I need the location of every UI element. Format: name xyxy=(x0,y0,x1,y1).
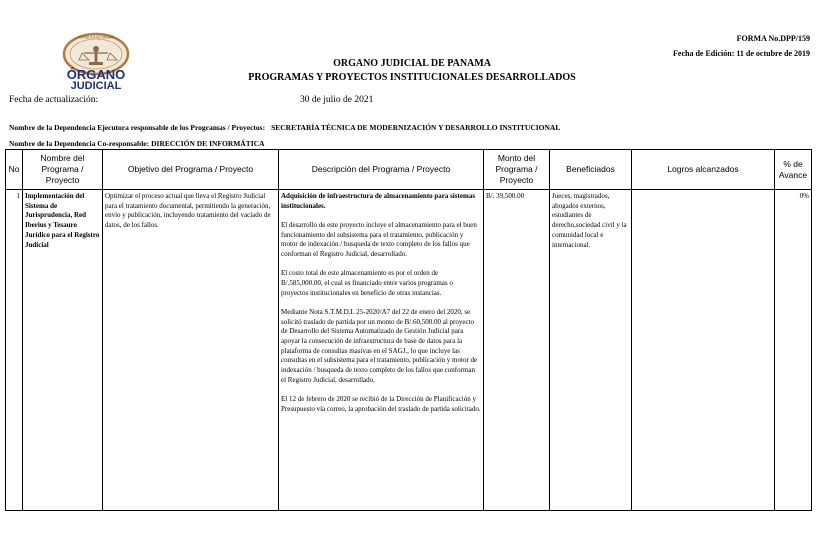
header-descripcion: Descripción del Programa / Proyecto xyxy=(279,150,484,190)
descripcion-paragraph: El desarrollo de este proyecto incluye el almacenamiento para el buen funcionamiento del subsistema para el tratamiento, publicación y motor de indexación / busqueda de texto completo de los fallos que conforman el Registro Judicial, desarrollado. xyxy=(281,220,477,259)
update-date-value: 30 de julio de 2021 xyxy=(300,95,374,105)
form-info xyxy=(673,31,810,61)
cell-beneficiados: Jueces, magistrados, abogados externos, estudiantes de derecho,sociedad civil y la comunidad local e internacional. xyxy=(550,190,632,511)
header-logros: Logros alcanzados xyxy=(632,150,775,190)
descripcion-paragraph: Mediante Nota S.T.M.D.I. 25-2020/A7 del 22 de enero del 2020, se solicitó traslado de partida por un monto de B/.60,500.00 al proyecto de Desarrollo del Sistema Automatizado de Gestión Judicial para apoyar la consecución de infraestructura de base de datos para la plataforma de consultas masivas en el SAGJ., lo que incluye las consultas en el subsistema para el tratamiento, publicación y motor de indexación / busqueda de texto completo de los fallos que conforman el Registro Judicial, desarrollado. xyxy=(281,307,478,384)
table-row xyxy=(6,190,812,511)
header-beneficiados: Beneficiados xyxy=(550,150,632,190)
coresponsible-department xyxy=(9,139,264,148)
header-monto: Monto del Programa / Proyecto xyxy=(484,150,550,190)
svg-text:REPÚBLICA DE PANAMÁ: REPÚBLICA DE PANAMÁ xyxy=(77,35,115,40)
executing-department-value: SECRETARÍA TÉCNICA DE MODERNIZACIÓN Y DESARROLLO INSTITUCIONAL xyxy=(271,123,561,132)
descripcion-paragraph: El costo total de este almacenamiento es por el orden de B/.585,000.00, el cual es financiado entre varios programas o proyectos institucionales en beneficio de otras instancias. xyxy=(281,269,453,297)
cell-logros xyxy=(632,190,775,511)
cell-avance: 0% xyxy=(775,190,812,511)
executing-department-label: Nombre de la Dependencia Ejecutora responsable de los Programas / Proyectos: xyxy=(9,123,266,132)
header-no: No xyxy=(6,150,23,190)
cell-descripcion xyxy=(279,190,484,511)
coresponsible-department-value: DIRECCIÓN DE INFORMÁTICA xyxy=(151,139,265,148)
cell-nombre: Implementación del Sistema de Jurisprudencia, Red Iberius y Tesauro Jurídico para el Registro Judicial xyxy=(23,190,103,511)
projects-table xyxy=(5,149,812,511)
cell-no: 1 xyxy=(6,190,23,511)
descripcion-paragraph: El 12 de febrero de 2020 se recibió de la Dirección de Planificación y Presupuesto vía correo, la aprobación del traslado de partida solicitado. xyxy=(281,394,481,413)
table-header-row xyxy=(6,150,812,190)
update-date-label: Fecha de actualización: xyxy=(9,95,99,105)
header-objetivo: Objetivo del Programa / Proyecto xyxy=(103,150,279,190)
cell-monto: B/. 39,500.00 xyxy=(484,190,550,511)
document-title: ORGANO JUDICIAL DE PANAMA xyxy=(333,58,491,69)
descripcion-paragraph: Adquisición de infraestructura de almacenamiento para sistemas institucionales. xyxy=(281,192,476,210)
svg-text:JUDICIAL: JUDICIAL xyxy=(70,80,122,90)
edition-date: Fecha de Edición: 11 de octubre de 2019 xyxy=(673,49,810,58)
document-subtitle: PROGRAMAS Y PROYECTOS INSTITUCIONALES DESARROLLADOS xyxy=(248,72,576,83)
coresponsible-department-label: Nombre de la Dependencia Co-responsable: xyxy=(9,139,150,148)
cell-objetivo: Optimizar el proceso actual que lleva el Registro Judicial para el tratamiento documental, permitiendo la generación, envío y publicación, incluyendo tratamiento del vaciado de datos, de los fallos. xyxy=(103,190,279,511)
form-number: FORMA No.DPP/159 xyxy=(736,34,810,43)
executing-department xyxy=(9,123,560,132)
svg-text:ÓRGANO: ÓRGANO xyxy=(66,67,126,82)
header-nombre: Nombre del Programa / Proyecto xyxy=(23,150,103,190)
header-avance: % de Avance xyxy=(775,150,812,190)
